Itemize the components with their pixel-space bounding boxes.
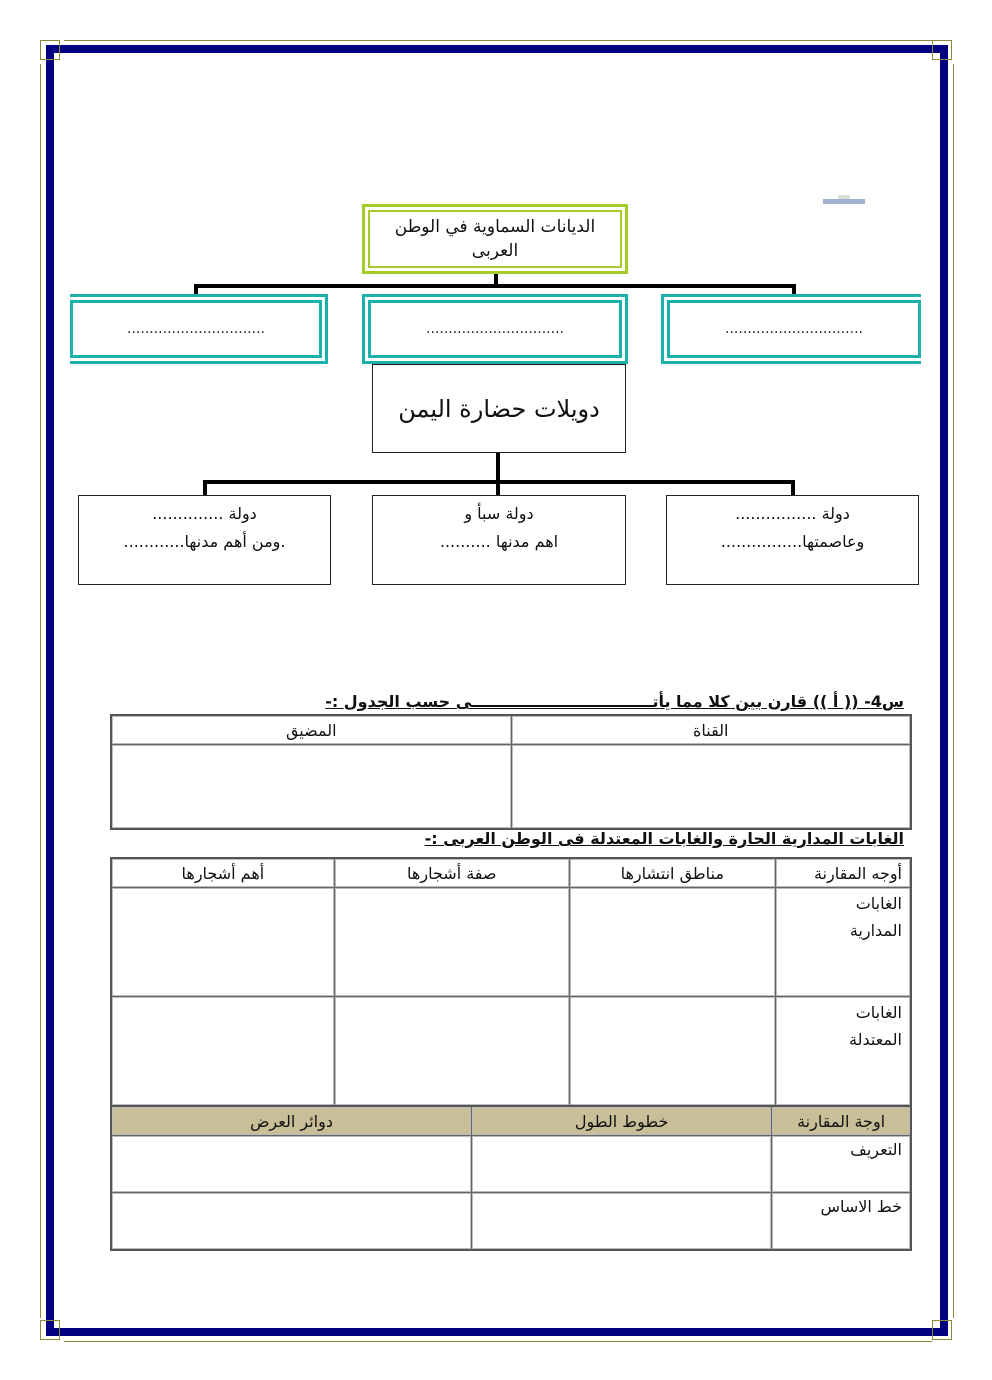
state-line: .ومن أهم مدنها............ <box>123 532 286 551</box>
row-label <box>775 888 911 997</box>
answer-cell[interactable] <box>111 997 334 1106</box>
decorative-mark <box>823 199 865 204</box>
religion-blank-box[interactable] <box>70 294 328 364</box>
answer-cell[interactable] <box>111 1136 472 1193</box>
header-strait: المضيق <box>111 715 511 745</box>
channel-strait-table <box>110 714 912 830</box>
state-box[interactable] <box>372 495 626 585</box>
connector-line <box>203 480 207 496</box>
answer-cell[interactable] <box>111 888 334 997</box>
answer-cell[interactable] <box>111 1193 472 1250</box>
row-label-line: الغابات <box>855 894 902 913</box>
question4-title: س4- (( أ )) قارن بين كلا مما يأتـــــــــــــــــــــــــــــــــى حسب الجدول :- <box>325 692 904 711</box>
religions-title: الديانات السماوية في الوطن العربى <box>368 210 622 268</box>
row-label: التعريف <box>772 1136 911 1193</box>
row-label-line: المعتدلة <box>849 1030 902 1049</box>
religion-blank-box[interactable] <box>362 294 628 364</box>
religion-blank-box[interactable] <box>661 294 921 364</box>
row-label-line: الغابات <box>855 1003 902 1022</box>
answer-cell[interactable] <box>334 997 569 1106</box>
connector-line <box>791 480 795 496</box>
answer-cell[interactable] <box>569 997 775 1106</box>
connector-line <box>203 480 795 484</box>
religion-blank: ............................... <box>368 300 622 358</box>
state-line: وعاصمتها................ <box>720 532 865 551</box>
state-line: دولة سبأ و <box>464 504 534 523</box>
corner-ornament <box>932 1320 952 1340</box>
forests-table <box>110 857 912 1107</box>
header-comparison: أوجه المقارنة <box>775 858 911 888</box>
yemen-title-box <box>372 364 626 453</box>
answer-cell[interactable] <box>334 888 569 997</box>
lines-table <box>110 1105 912 1251</box>
state-box[interactable] <box>78 495 331 585</box>
religion-blank: ............................... <box>667 300 921 358</box>
connector-line <box>194 284 796 288</box>
row-label <box>775 997 911 1106</box>
state-line: اهم مدنها .......... <box>439 532 559 551</box>
header-main-trees: أهم أشجارها <box>111 858 334 888</box>
header-comparison: اوجة المقارنة <box>772 1106 911 1136</box>
answer-cell[interactable] <box>472 1136 772 1193</box>
corner-ornament <box>932 40 952 60</box>
state-line: دولة .............. <box>152 504 257 523</box>
header-longitude: خطوط الطول <box>472 1106 772 1136</box>
header-channel: القناة <box>511 715 911 745</box>
yemen-title: دويلات حضارة اليمن <box>398 394 600 423</box>
row-label: خط الاساس <box>772 1193 911 1250</box>
connector-line <box>496 453 500 497</box>
header-tree-traits: صفة أشجارها <box>334 858 569 888</box>
state-box[interactable] <box>666 495 919 585</box>
religion-blank: ............................... <box>70 300 322 358</box>
answer-cell[interactable] <box>111 745 511 829</box>
answer-cell[interactable] <box>569 888 775 997</box>
answer-cell[interactable] <box>472 1193 772 1250</box>
religions-title-box <box>362 204 628 274</box>
header-latitude: دوائر العرض <box>111 1106 472 1136</box>
header-regions: مناطق انتشارها <box>569 858 775 888</box>
forests-title: الغابات المدارية الحارة والغابات المعتدلة فى الوطن العربى :- <box>424 829 904 848</box>
answer-cell[interactable] <box>511 745 911 829</box>
decorative-mark <box>838 195 850 199</box>
state-line: دولة ................ <box>735 504 850 523</box>
row-label-line: المدارية <box>849 921 902 940</box>
corner-ornament <box>40 40 60 60</box>
corner-ornament <box>40 1320 60 1340</box>
